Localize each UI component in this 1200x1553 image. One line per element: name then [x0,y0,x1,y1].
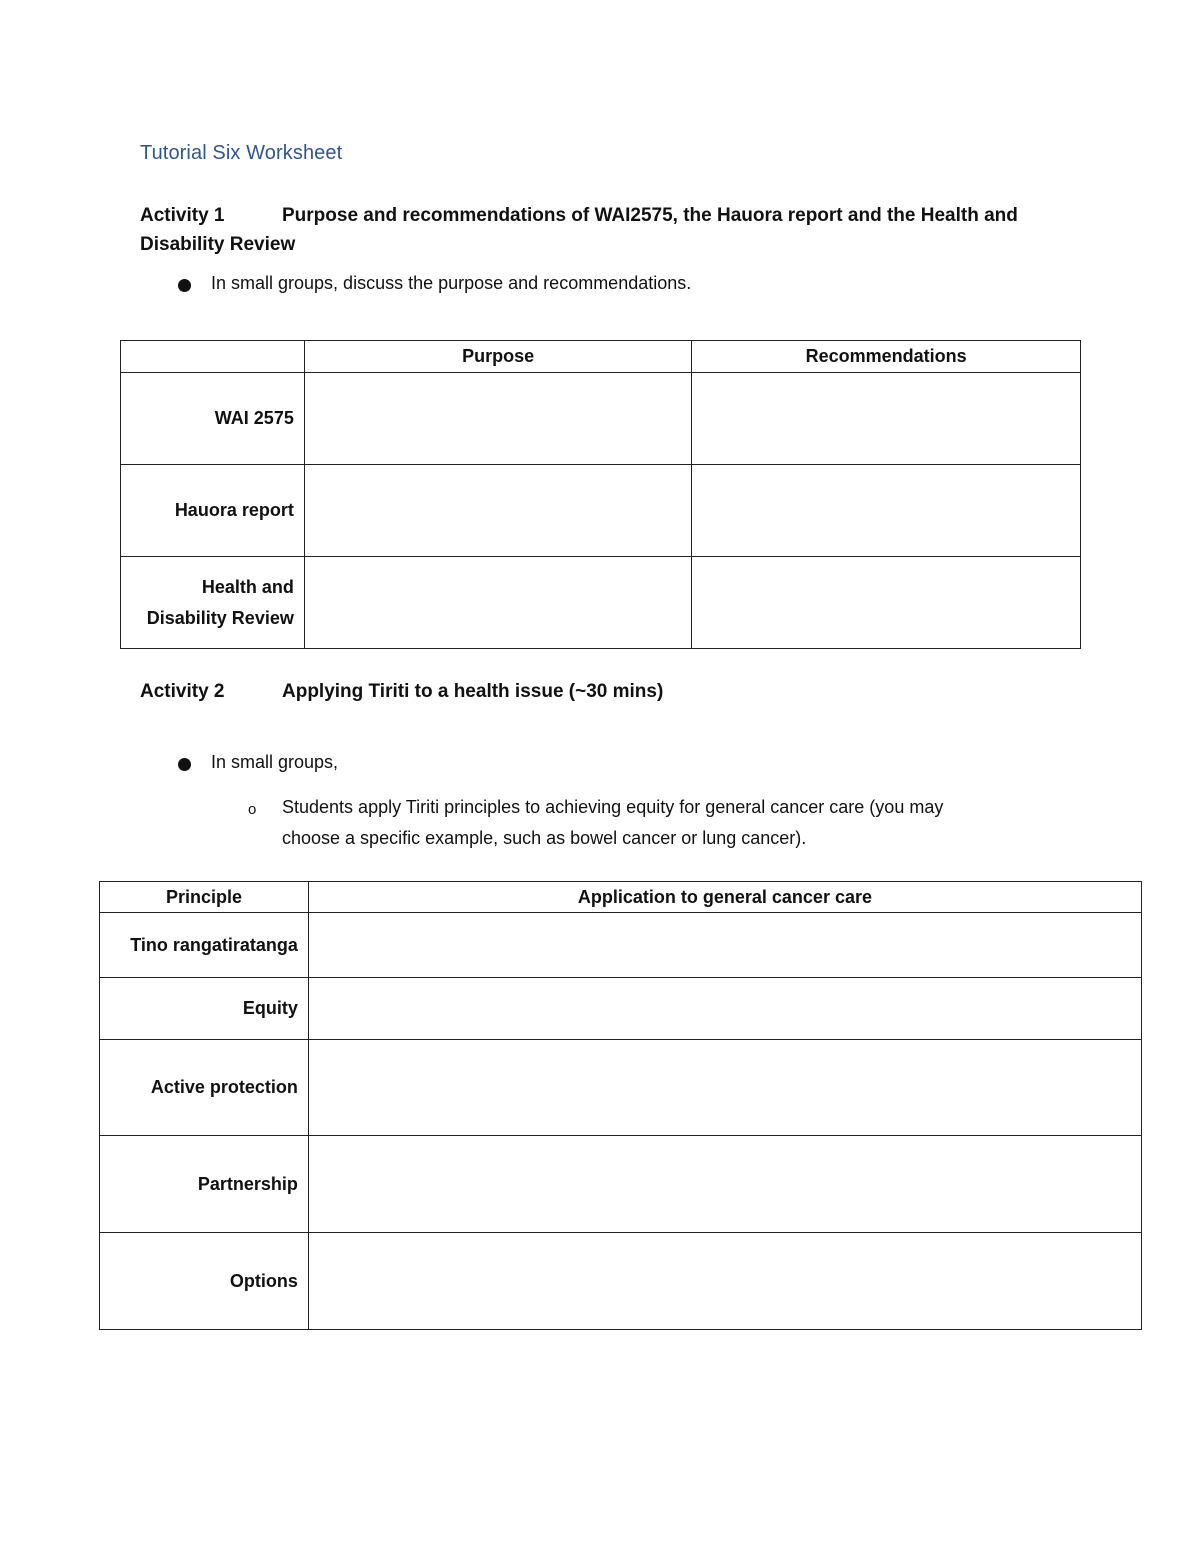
table-row [100,978,1142,1040]
table-header-recommendations: Recommendations [692,341,1081,373]
activity-1-heading [140,201,1018,259]
table-header-row [100,882,1142,913]
table-row [100,913,1142,978]
tiriti-principles-table [99,881,1142,1330]
activity-2-title: Applying Tiriti to a health issue (~30 mins) [282,681,664,702]
cell-application-partnership[interactable] [308,1136,1141,1233]
row-label-wai-2575: WAI 2575 [121,373,305,465]
activity-2-bullet [178,752,338,773]
cell-application-tino-rangatiratanga[interactable] [308,913,1141,978]
cell-recommendations-hauora-report[interactable] [692,465,1081,557]
activity-2-sub-bullet [248,792,1048,854]
table-row [121,465,1081,557]
row-label-hauora-report: Hauora report [121,465,305,557]
cell-purpose-hauora-report[interactable] [304,465,692,557]
row-label-options: Options [100,1233,309,1330]
activity-1-bullet-text: In small groups, discuss the purpose and recommendations. [211,273,692,293]
purpose-recommendations-table [120,340,1081,649]
table-row [100,1136,1142,1233]
bullet-dot-icon [178,279,191,292]
row-label-health-disability-review [121,557,305,649]
row-label-active-protection: Active protection [100,1040,309,1136]
activity-1-title-line1: Purpose and recommendations of WAI2575, the Hauora report and the Health and [282,205,1018,226]
bullet-dot-icon [178,758,191,771]
cell-application-equity[interactable] [308,978,1141,1040]
cell-purpose-wai-2575[interactable] [304,373,692,465]
page-title: Tutorial Six Worksheet [140,142,343,164]
table-row [100,1040,1142,1136]
table-header-principle: Principle [100,882,309,913]
cell-recommendations-wai-2575[interactable] [692,373,1081,465]
table-row [121,557,1081,649]
activity-2-number: Activity 2 [140,681,225,702]
row-label-line1: Health and [201,576,294,597]
cell-purpose-health-disability-review[interactable] [304,557,692,649]
activity-2-sub-bullet-text [282,792,943,854]
row-label-tino-rangatiratanga: Tino rangatiratanga [100,913,309,978]
table-row [121,373,1081,465]
cell-application-options[interactable] [308,1233,1141,1330]
activity-2-heading [140,677,663,706]
table-header-blank [121,341,305,373]
table-header-application: Application to general cancer care [308,882,1141,913]
sub-bullet-line1: Students apply Tiriti principles to achieving equity for general cancer care (you may [282,797,944,817]
table-row [100,1233,1142,1330]
sub-bullet-marker-icon: o [248,801,257,818]
table-header-purpose: Purpose [304,341,692,373]
sub-bullet-line2: choose a specific example, such as bowel cancer or lung cancer). [282,828,807,848]
activity-1-number: Activity 1 [140,205,225,226]
activity-1-bullet [178,273,691,294]
activity-1-title-line2: Disability Review [140,234,296,255]
cell-application-active-protection[interactable] [308,1040,1141,1136]
row-label-line2: Disability Review [146,607,294,628]
activity-2-bullet-text: In small groups, [211,752,339,772]
table-header-row [121,341,1081,373]
row-label-equity: Equity [100,978,309,1040]
cell-recommendations-health-disability-review[interactable] [692,557,1081,649]
row-label-partnership: Partnership [100,1136,309,1233]
